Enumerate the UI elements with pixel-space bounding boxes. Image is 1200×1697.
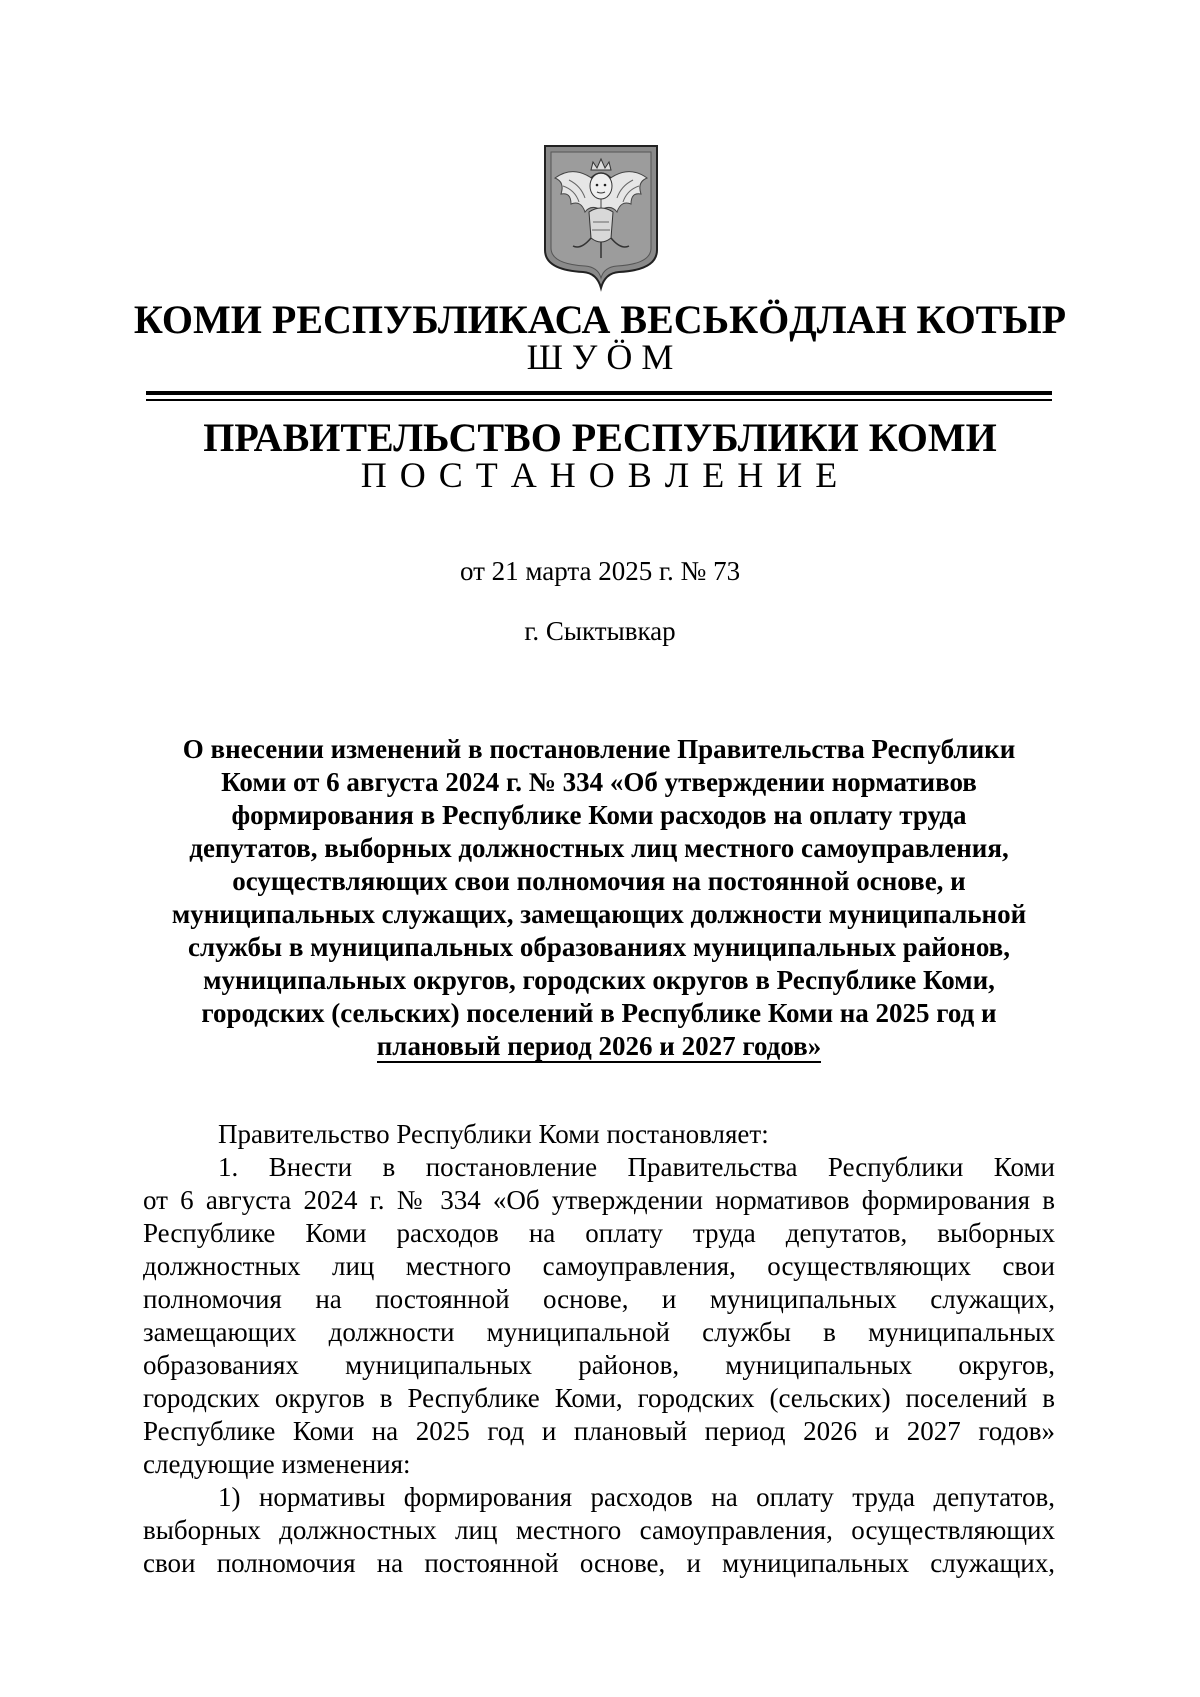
title-line: осуществляющих свои полномочия на постоянной основе, и xyxy=(232,866,966,896)
document-date-number: от 21 марта 2025 г. № 73 xyxy=(459,556,741,586)
document-title xyxy=(146,733,1052,1063)
header-rule-thick xyxy=(146,391,1052,395)
ru-doc-type: П О С Т А Н О В Л Е Н И Е xyxy=(360,455,840,495)
komi-doc-type: Ш У Ӧ М xyxy=(526,337,674,377)
para1-line: замещающих должности муниципальной службы в муниципальных xyxy=(143,1317,1055,1347)
para1-line: Республике Коми расходов на оплату труда депутатов, выборных xyxy=(143,1218,1055,1248)
title-line: муниципальных округов, городских округов в Республике Коми, xyxy=(203,965,995,995)
para1-line: городских округов в Республике Коми, городских (сельских) поселений в xyxy=(143,1383,1055,1413)
para1-line: Республике Коми на 2025 год и плановый период 2026 и 2027 годов» xyxy=(143,1416,1055,1446)
title-line: Коми от 6 августа 2024 г. № 334 «Об утверждении нормативов xyxy=(221,767,977,797)
title-line: депутатов, выборных должностных лиц местного самоуправления, xyxy=(189,833,1009,863)
para1-line: образованиях муниципальных районов, муниципальных округов, xyxy=(143,1350,1055,1380)
title-line-underlined-wrap xyxy=(146,1030,1052,1063)
item1-line: свои полномочия на постоянной основе, и муниципальных служащих, xyxy=(143,1548,1055,1578)
coat-of-arms-emblem xyxy=(541,142,661,292)
item1-line: 1) нормативы формирования расходов на оплату труда депутатов, xyxy=(218,1482,1055,1512)
title-line: О внесении изменений в постановление Правительства Республики xyxy=(182,734,1016,764)
item1-line: выборных должностных лиц местного самоуправления, осуществляющих xyxy=(143,1515,1055,1545)
komi-org-name: КОМИ РЕСПУБЛИКАСА ВЕСЬКӦДЛАН КОТЫР xyxy=(133,297,1067,342)
ru-org-name: ПРАВИТЕЛЬСТВО РЕСПУБЛИКИ КОМИ xyxy=(203,415,997,460)
para1-line: 1. Внести в постановление Правительства Республики Коми xyxy=(218,1152,1055,1182)
title-line: городских (сельских) поселений в Республике Коми на 2025 год и xyxy=(201,998,997,1028)
preamble: Правительство Республики Коми постановляет: xyxy=(218,1119,769,1149)
title-line-underlined: плановый период 2026 и 2027 годов» xyxy=(376,1031,822,1061)
para1-line: от 6 августа 2024 г. № 334 «Об утверждении нормативов формирования в xyxy=(143,1185,1055,1215)
document-city: г. Сыктывкар xyxy=(524,616,676,646)
title-line: службы в муниципальных образованиях муниципальных районов, xyxy=(188,932,1010,962)
para1-line: полномочия на постоянной основе, и муниципальных служащих, xyxy=(143,1284,1055,1314)
para1-line: должностных лиц местного самоуправления, осуществляющих свои xyxy=(143,1251,1055,1281)
title-line: муниципальных служащих, замещающих должности муниципальной xyxy=(171,899,1027,929)
para1-line: следующие изменения: xyxy=(143,1449,411,1479)
document-body xyxy=(143,1118,1055,1580)
title-line: формирования в Республике Коми расходов на оплату труда xyxy=(231,800,967,830)
header-rule-thin xyxy=(146,399,1052,401)
